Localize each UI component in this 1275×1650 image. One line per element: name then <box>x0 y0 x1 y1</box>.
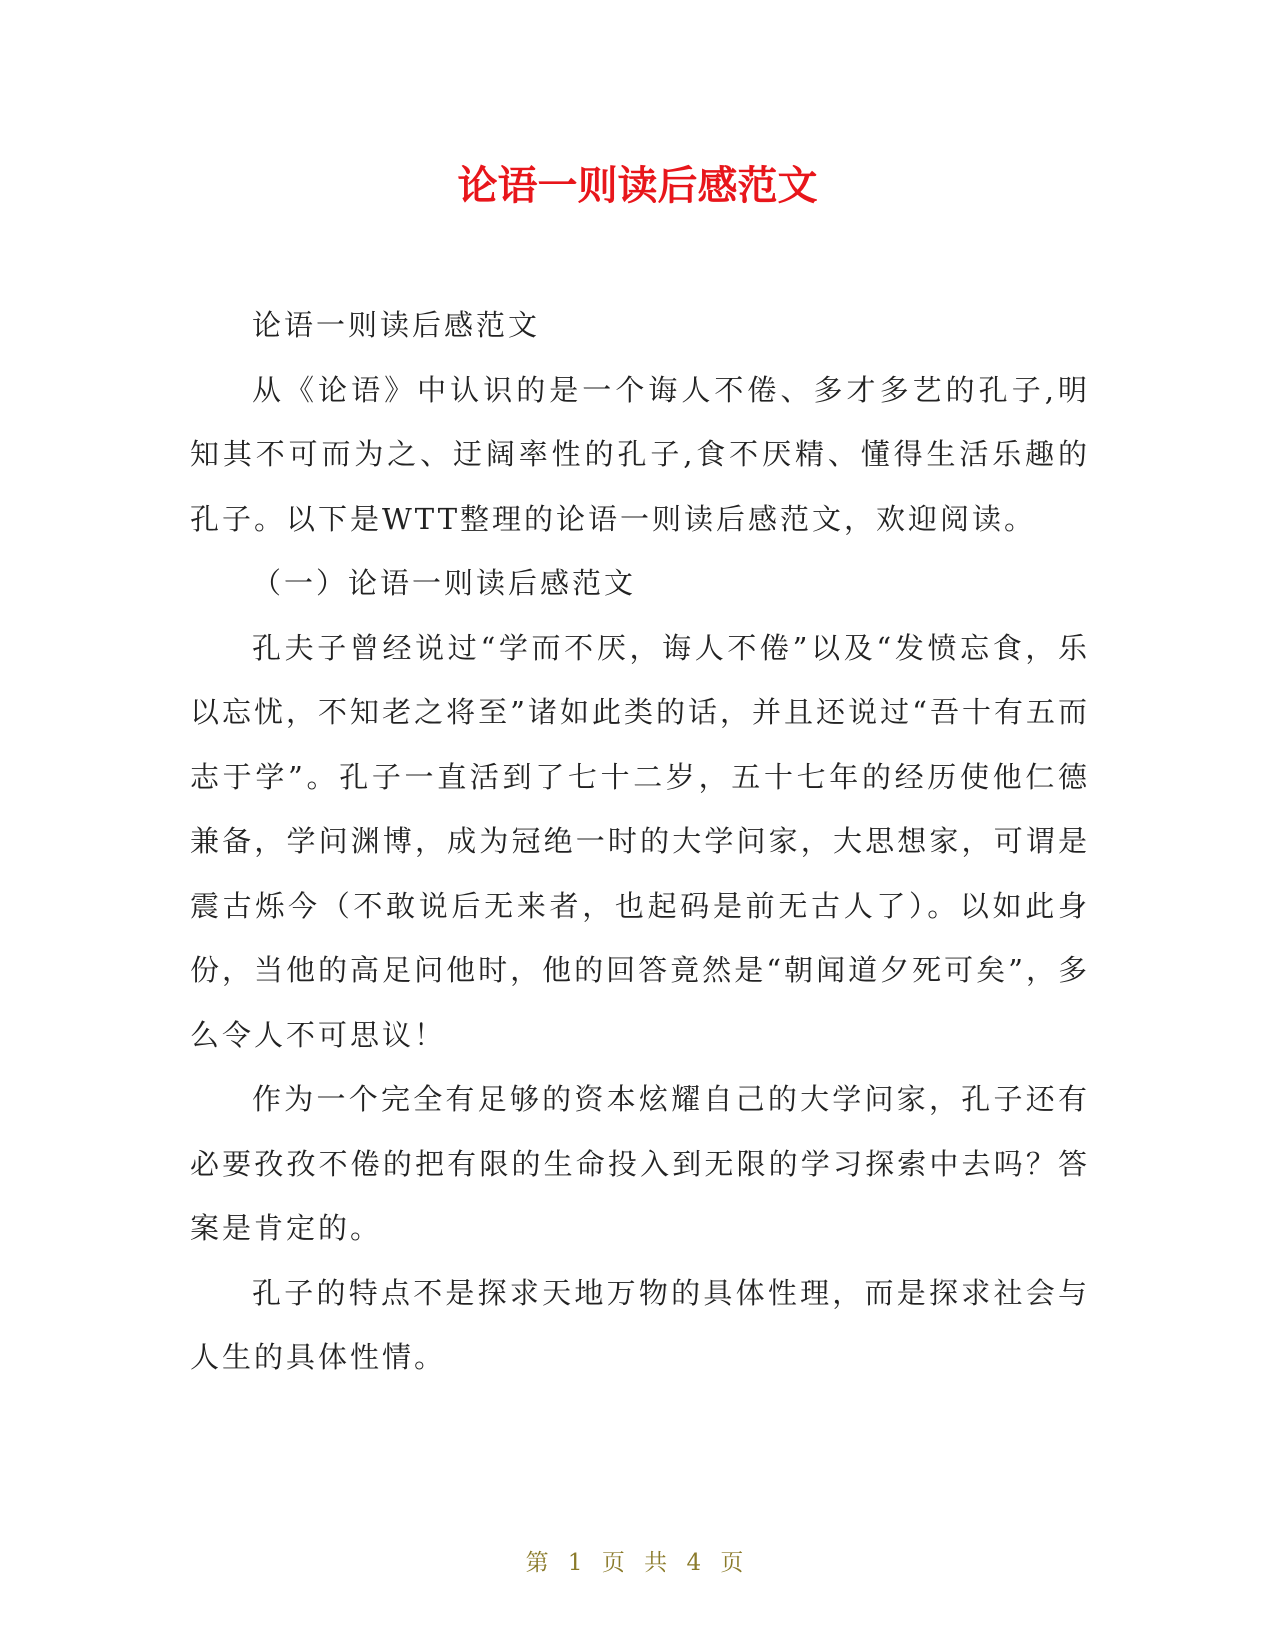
page-footer <box>0 1548 1275 1578</box>
document-title: 论语一则读后感范文 <box>457 163 818 209</box>
document-body <box>190 293 1090 1390</box>
paragraph-heading: 论语一则读后感范文 <box>252 308 541 342</box>
footer-suffix: 页 <box>720 1550 750 1576</box>
footer-page-number: 1 <box>567 1550 589 1576</box>
footer-total-pages: 4 <box>686 1550 708 1576</box>
footer-mid: 页 共 <box>601 1550 674 1576</box>
paragraph-intro: 从《论语》中认识的是一个诲人不倦、多才多艺的孔子,明知其不可而为之、迂阔率性的孔子,食不厌精、懂得生活乐趣的孔子。以下是WTT整理的论语一则读后感范文，欢迎阅读。 <box>190 372 1090 536</box>
footer-prefix: 第 <box>525 1550 555 1576</box>
paragraph-body: 孔夫子曾经说过“学而不厌，诲人不倦”以及“发愤忘食，乐以忘忧，不知老之将至”诸如此类的话，并且还说过“吾十有五而志于学”。孔子一直活到了七十二岁，五十七年的经历使他仁德兼备，学问渊博，成为冠绝一时的大学问家，大思想家，可谓是震古烁今（不敢说后无来者，也起码是前无古人了）。以如此身份，当他的高足问他时，他的回答竟然是“朝闻道夕死可矣”，多么令人不可思议！ <box>190 630 1090 1052</box>
paragraph-body: 作为一个完全有足够的资本炫耀自己的大学问家，孔子还有必要孜孜不倦的把有限的生命投入到无限的学习探索中去吗？答案是肯定的。 <box>190 1082 1090 1245</box>
paragraph-body: 孔子的特点不是探求天地万物的具体性理，而是探求社会与人生的具体性情。 <box>190 1275 1090 1374</box>
paragraph-section-heading: （一）论语一则读后感范文 <box>252 566 637 600</box>
